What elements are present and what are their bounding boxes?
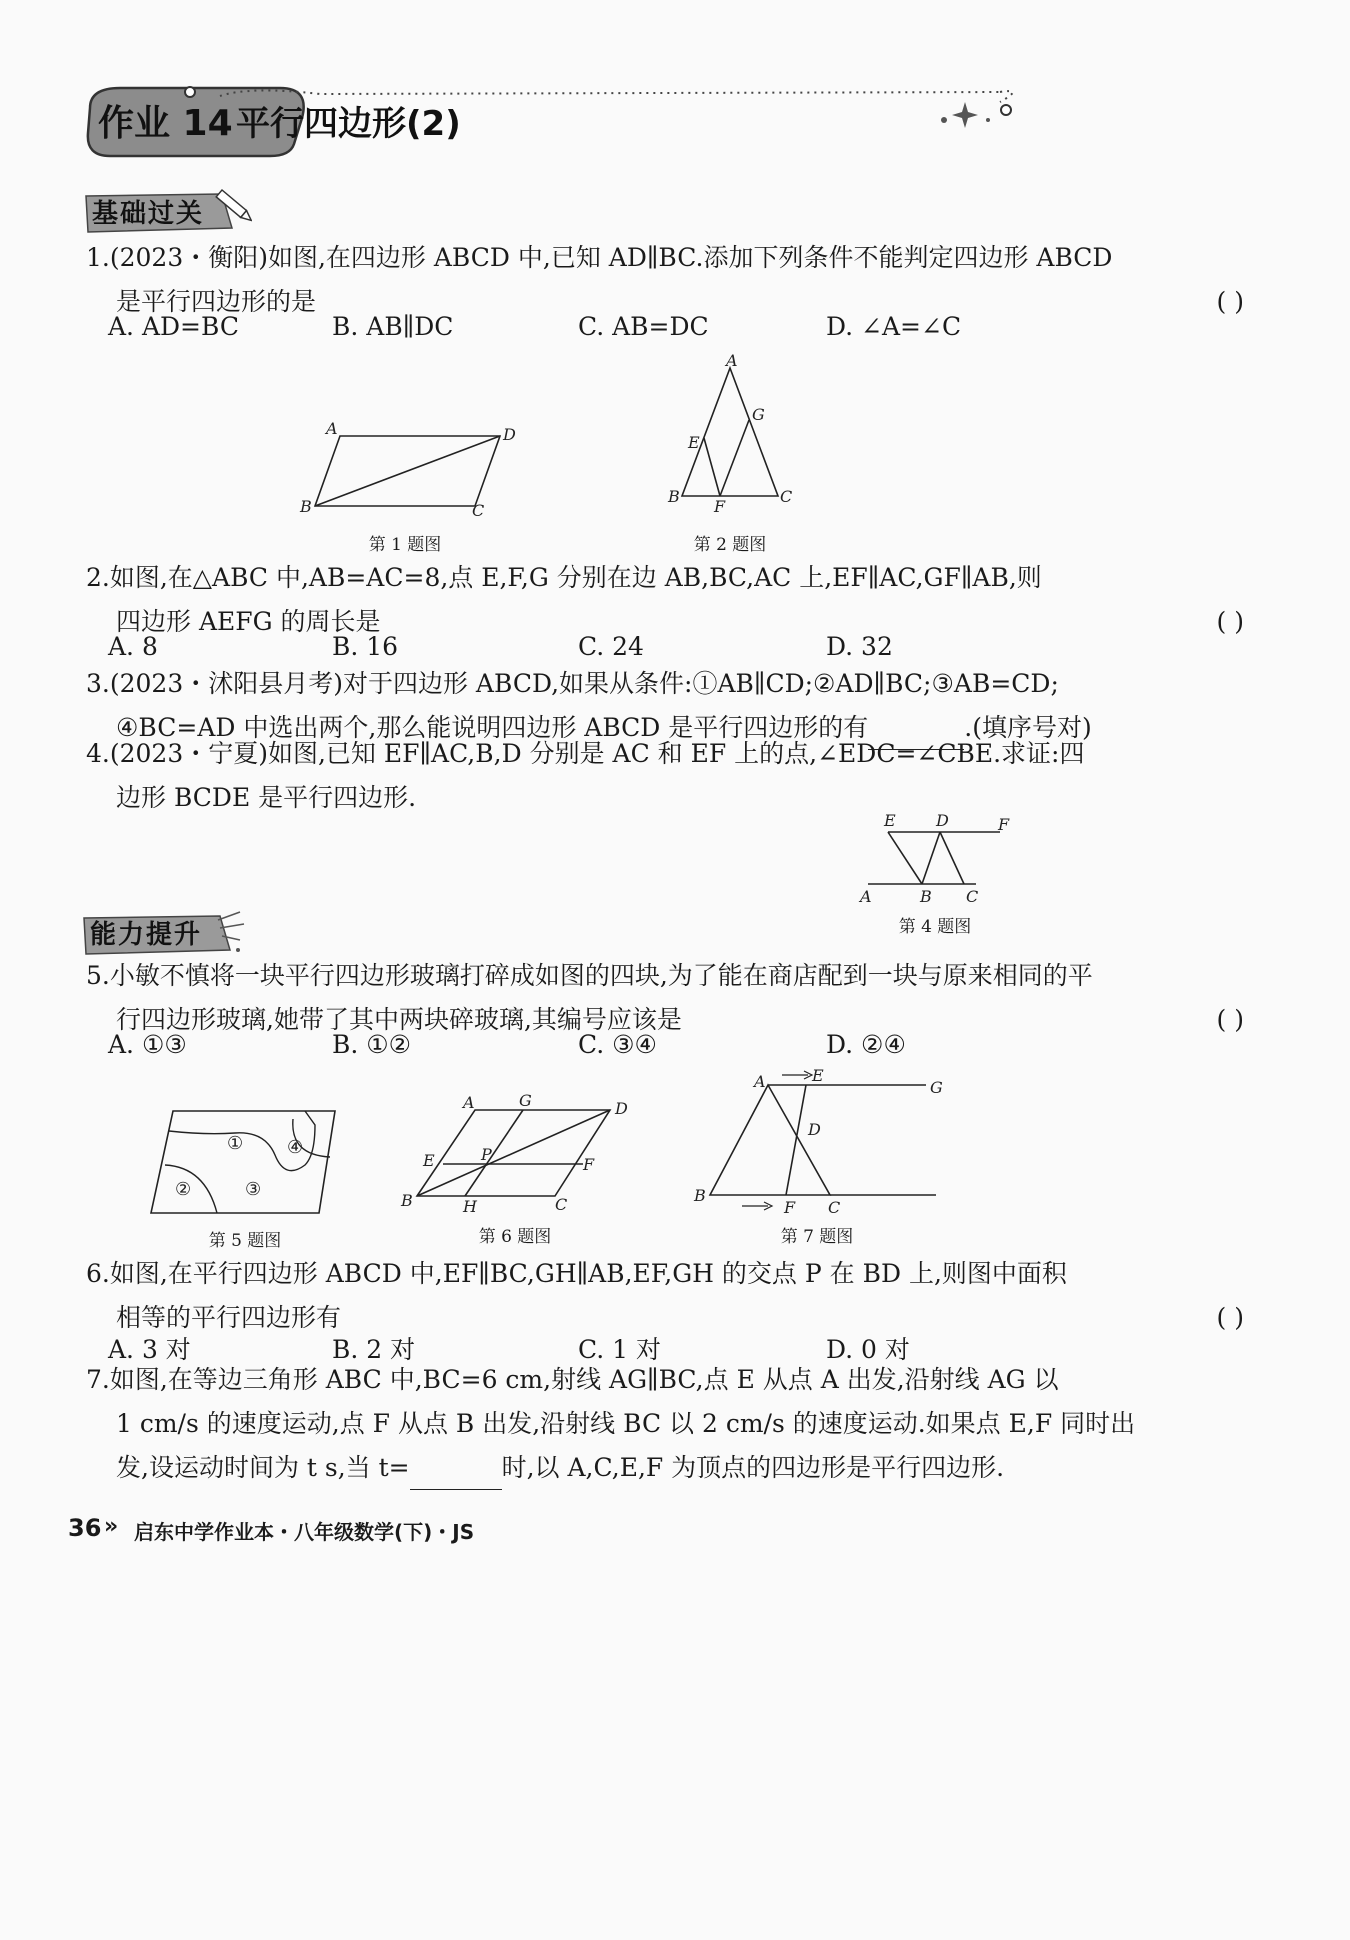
page-title: 平行四边形(2) — [236, 104, 461, 144]
question-2 — [86, 556, 1246, 644]
section-title-advanced: 能力提升 — [90, 920, 203, 950]
fig7-caption: 第 7 题图 — [780, 1227, 854, 1247]
q7-answer-blank — [410, 1463, 502, 1490]
question-6 — [86, 1252, 1246, 1340]
fig6-label-a: A — [463, 1093, 475, 1112]
figure-6 — [395, 1092, 635, 1217]
fig1-label-a: A — [326, 420, 338, 438]
fig7-label-d: D — [808, 1120, 821, 1139]
fig6-label-e: E — [423, 1151, 435, 1170]
fig6-label-h: H — [463, 1197, 477, 1216]
q2-line2: 四边形 AEFG 的周长是 — [116, 607, 381, 636]
q3-line1: 3.(2023・沭阳县月考)对于四边形 ABCD,如果从条件:①AB∥CD;②AD∥BC;③AB=CD; — [86, 669, 1059, 698]
section-title-basic: 基础过关 — [92, 199, 205, 229]
fig6-label-c: C — [555, 1195, 568, 1214]
q5-option-a: A. ①③ — [108, 1030, 187, 1059]
q5-option-c: C. ③④ — [578, 1030, 657, 1059]
fig7-label-f: F — [784, 1198, 796, 1217]
fig4-label-f: F — [998, 815, 1010, 834]
q2-option-d: D. 32 — [826, 632, 893, 661]
fig4-label-d: D — [936, 811, 949, 830]
q7-line3-end: 时,以 A,C,E,F 为顶点的四边形是平行四边形. — [501, 1453, 1005, 1482]
fig2-label-e: E — [688, 433, 700, 452]
q4-line2: 边形 BCDE 是平行四边形. — [116, 783, 417, 812]
figure-5 — [145, 1105, 345, 1225]
q5-line1: 5.小敏不慎将一块平行四边形玻璃打碎成如图的四块,为了能在商店配到一块与原来相同的平 — [86, 961, 1093, 990]
fig4-label-b: B — [920, 887, 932, 906]
fig2-label-f: F — [714, 497, 726, 516]
fig6-label-g: G — [519, 1092, 532, 1110]
fig7-label-g: G — [930, 1078, 943, 1097]
fig6-label-p: P — [481, 1145, 492, 1164]
footer-book-title: 启东中学作业本・八年级数学(下)・JS — [134, 1520, 475, 1544]
fig4-label-e: E — [884, 811, 896, 830]
fig4-label-c: C — [966, 887, 979, 906]
fig4-caption: 第 4 题图 — [898, 917, 972, 937]
q1-option-a: A. AD=BC — [108, 312, 239, 341]
q1-line1: 1.(2023・衡阳)如图,在四边形 ABCD 中,已知 AD∥BC.添加下列条件不能判定四边形 ABCD — [86, 243, 1113, 272]
fig6-caption: 第 6 题图 — [478, 1227, 552, 1247]
fig1-label-d: D — [503, 425, 516, 444]
fig1-caption: 第 1 题图 — [368, 535, 442, 555]
q2-option-b: B. 16 — [332, 632, 399, 661]
fig7-label-e: E — [812, 1066, 824, 1085]
question-5 — [86, 954, 1246, 1042]
q6-option-a: A. 3 对 — [108, 1335, 191, 1364]
fig5-caption: 第 5 题图 — [208, 1231, 282, 1251]
fig2-label-c: C — [780, 487, 793, 506]
q7-line1: 7.如图,在等边三角形 ABC 中,BC=6 cm,射线 AG∥BC,点 E 从点 A 出发,沿射线 AG 以 — [86, 1365, 1059, 1394]
page-number: 36 — [68, 1514, 102, 1542]
figure-1 — [290, 420, 530, 520]
q2-option-c: C. 24 — [578, 632, 644, 661]
fig5-label-4: ④ — [287, 1137, 304, 1158]
question-7 — [86, 1358, 1246, 1490]
fig2-label-b: B — [668, 487, 680, 506]
q3-line2-start: ④BC=AD 中选出两个,那么能说明四边形 ABCD 是平行四边形的有 — [116, 713, 869, 742]
q7-line3-start: 发,设运动时间为 t s,当 t= — [116, 1453, 410, 1482]
question-4 — [86, 732, 1246, 820]
fig2-label-g: G — [752, 405, 765, 424]
figure-2 — [660, 350, 800, 520]
fig5-label-3: ③ — [245, 1179, 262, 1200]
q6-option-c: C. 1 对 — [578, 1335, 661, 1364]
fig7-label-b: B — [694, 1186, 706, 1205]
double-chevron-icon: » — [104, 1514, 119, 1539]
q2-option-a: A. 8 — [108, 632, 158, 661]
assignment-badge: 作业 14 — [98, 103, 233, 144]
fig2-label-a: A — [726, 351, 738, 370]
fig1-label-b: B — [300, 497, 312, 516]
fig2-caption: 第 2 题图 — [693, 535, 767, 555]
fig5-label-2: ② — [175, 1179, 192, 1200]
fig4-label-a: A — [860, 887, 872, 906]
q4-line1: 4.(2023・宁夏)如图,已知 EF∥AC,B,D 分别是 AC 和 EF 上的点,∠EDC=∠CBE.求证:四 — [86, 739, 1085, 768]
fig6-label-b: B — [401, 1191, 413, 1210]
q1-option-d: D. ∠A=∠C — [826, 312, 962, 341]
q6-answer-paren: ( ) — [1216, 1303, 1244, 1332]
figure-4 — [850, 808, 1020, 908]
q1-option-c: C. AB=DC — [578, 312, 709, 341]
fig7-label-a: A — [754, 1072, 766, 1091]
question-1 — [86, 236, 1246, 324]
q6-option-d: D. 0 对 — [826, 1335, 910, 1364]
q5-answer-paren: ( ) — [1216, 1005, 1244, 1034]
q1-line2: 是平行四边形的是 — [116, 287, 317, 316]
q2-line1: 2.如图,在△ABC 中,AB=AC=8,点 E,F,G 分别在边 AB,BC,AC 上,EF∥AC,GF∥AB,则 — [86, 563, 1042, 592]
q6-line1: 6.如图,在平行四边形 ABCD 中,EF∥BC,GH∥AB,EF,GH 的交点 P 在 BD 上,则图中面积 — [86, 1259, 1067, 1288]
fig6-label-d: D — [615, 1099, 628, 1118]
q7-line2: 1 cm/s 的速度运动,点 F 从点 B 出发,沿射线 BC 以 2 cm/s 的速度运动.如果点 E,F 同时出 — [116, 1409, 1136, 1438]
q6-line2: 相等的平行四边形有 — [116, 1303, 342, 1332]
fig6-label-f: F — [583, 1155, 595, 1174]
q1-answer-paren: ( ) — [1216, 287, 1244, 316]
fig1-label-c: C — [472, 501, 485, 520]
q5-option-d: D. ②④ — [826, 1030, 906, 1059]
q6-option-b: B. 2 对 — [332, 1335, 416, 1364]
q2-answer-paren: ( ) — [1216, 607, 1244, 636]
figure-7 — [690, 1065, 950, 1220]
q5-option-b: B. ①② — [332, 1030, 412, 1059]
fig7-label-c: C — [828, 1198, 841, 1217]
fig5-label-1: ① — [227, 1133, 244, 1154]
q3-line2-end: .(填序号对) — [964, 713, 1092, 742]
q5-line2: 行四边形玻璃,她带了其中两块碎玻璃,其编号应该是 — [116, 1005, 682, 1034]
q1-option-b: B. AB∥DC — [332, 312, 454, 341]
